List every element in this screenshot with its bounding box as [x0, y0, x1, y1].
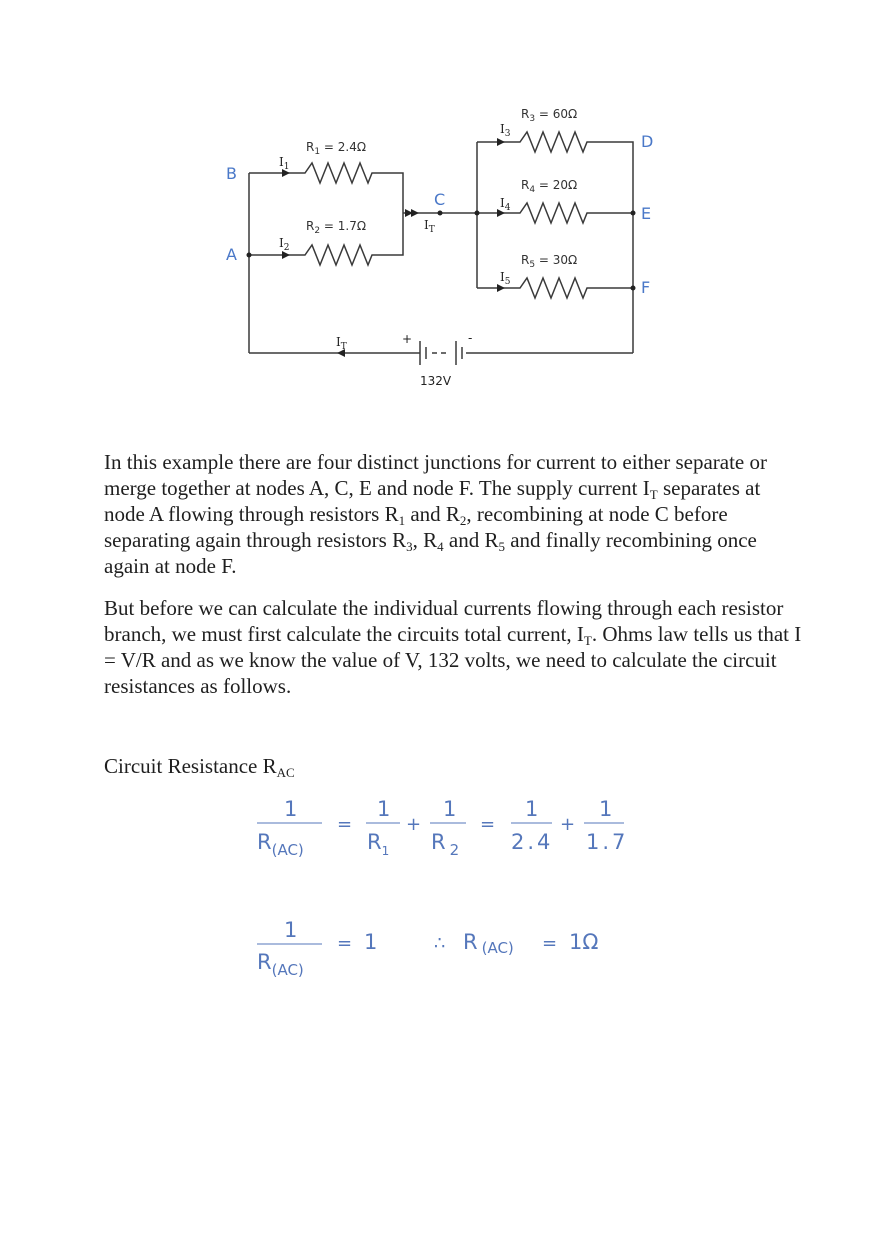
wire-branch-r3	[477, 132, 633, 353]
current-label-i1: $I_1$	[279, 155, 290, 172]
eq1-equals-1: =	[337, 814, 353, 835]
node-dot-c2	[475, 211, 480, 216]
resistor-label-r5: $R_5 = 30\Omega$	[521, 253, 578, 270]
current-label-it-mid: $I_T$	[424, 218, 435, 235]
eq2-result: 1Ω	[569, 930, 599, 954]
eq1-plus-1: +	[406, 814, 422, 835]
eq1-f1-den: $R_1$	[367, 830, 390, 858]
battery-labels	[402, 331, 472, 388]
section-heading-rac: Circuit Resistance $R_{AC}$	[104, 754, 295, 780]
arrow-it-mid-2	[411, 209, 419, 217]
node-dot-c	[438, 211, 443, 216]
eq1-f4-den: 1.7	[586, 830, 629, 854]
node-label-e: E	[641, 204, 652, 223]
equation-rac-result	[0, 905, 880, 995]
node-dot-e	[631, 211, 636, 216]
node-label-d: D	[641, 132, 654, 151]
battery-voltage-label: 132V	[420, 374, 452, 388]
paragraph-total-current: But before we can calculate the individual currents flowing through each resistor branch, we must first calculate the circuits total current, $I_T$. Ohms law tells us that I = V/R and as we know the value of V, 132 volts, we need to calculate the circuit resistances as follows.	[104, 596, 802, 698]
resistor-label-r1: $R_1 = 2.4\Omega$	[306, 140, 367, 157]
eq1-f3-num: 1	[525, 797, 539, 821]
resistor-label-r2: $R_2 = 1.7\Omega$	[306, 219, 367, 236]
circuit-diagram	[0, 0, 880, 400]
current-label-i4: $I_4$	[500, 196, 511, 213]
battery-minus-label: -	[468, 331, 473, 345]
eq2-r-rac: R (AC)	[463, 930, 514, 957]
current-label-it-bottom: $I_T$	[336, 335, 347, 352]
node-label-c: C	[434, 190, 446, 209]
resistor-labels	[306, 107, 577, 270]
eq1-lhs-num: 1	[284, 797, 298, 821]
eq1-f4-num: 1	[599, 797, 613, 821]
node-dot-f	[631, 286, 636, 291]
node-label-f: F	[641, 278, 651, 297]
eq1-equals-2: =	[480, 814, 496, 835]
eq1-f2-den: R $_2$	[431, 830, 460, 859]
resistor-label-r4: $R_4 = 20\Omega$	[521, 178, 578, 195]
eq2-lhs-num: 1	[284, 918, 298, 942]
circuit-wires	[249, 132, 633, 365]
eq2-lhs-den: $R_{(AC)}$	[257, 950, 304, 979]
node-label-a: A	[226, 245, 237, 264]
current-label-i5: $I_5$	[500, 270, 511, 287]
resistor-label-r3: $R_3 = 60\Omega$	[521, 107, 578, 124]
equation-rac-sum	[0, 780, 880, 875]
node-dot-a	[247, 253, 252, 258]
current-label-i3: $I_3$	[500, 122, 511, 139]
eq2-rhs: 1	[364, 930, 378, 954]
eq2-equals-2: =	[542, 933, 558, 954]
eq1-f1-num: 1	[377, 797, 391, 821]
eq2-equals-1: =	[337, 933, 353, 954]
battery-plus-label: +	[402, 332, 413, 346]
node-label-b: B	[226, 164, 237, 183]
eq1-lhs-den: $R_{(AC)}$	[257, 830, 304, 859]
eq1-plus-2: +	[560, 814, 576, 835]
junction-dots	[247, 211, 636, 291]
wire-branch-r1	[249, 163, 403, 213]
current-label-i2: $I_2$	[279, 236, 290, 253]
arrow-i3	[497, 138, 505, 146]
eq2-therefore: ∴	[434, 933, 446, 954]
paragraph-junctions: In this example there are four distinct junctions for current to either separate or merge together at nodes A, C, E and node F. The supply current $I_T$ separates at node A flowing through resistors $R_1$ and $R_2$, recombining at node C before separating again through resistors $R_3$, $R_4$ and $R_5$ and finally recombining once again at node F.	[104, 450, 767, 578]
eq1-f2-num: 1	[443, 797, 457, 821]
eq1-f3-den: 2.4	[511, 830, 554, 854]
